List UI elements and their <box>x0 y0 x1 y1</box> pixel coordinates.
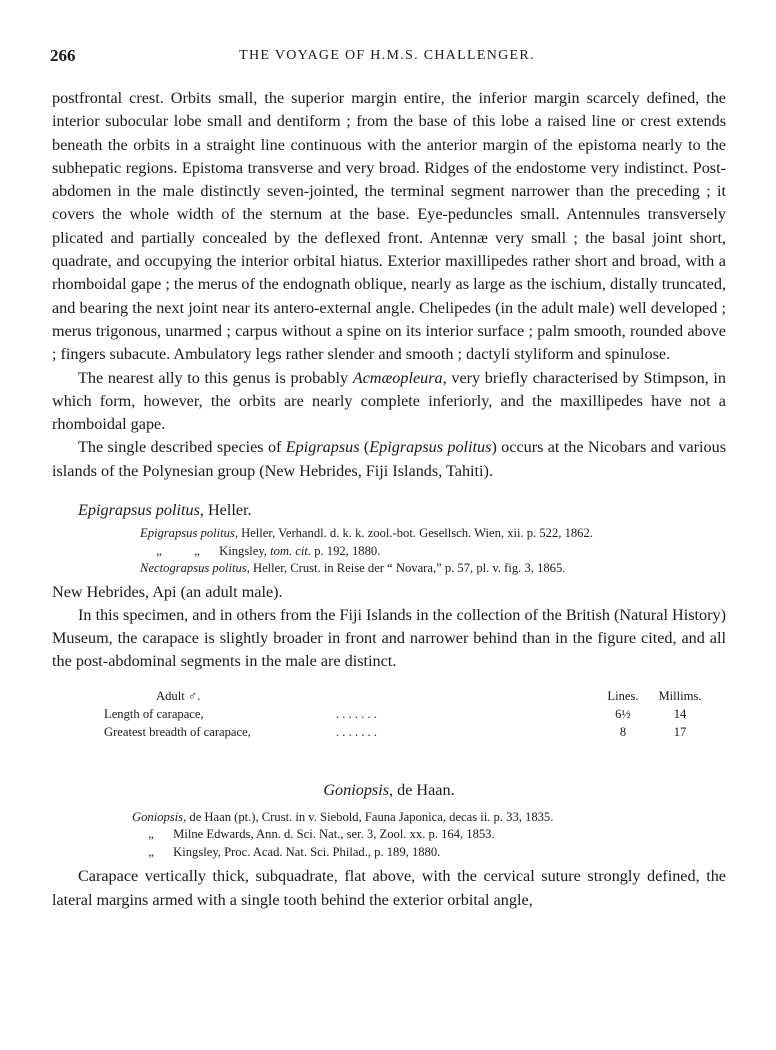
leader-dots: . . . . . . . <box>336 724 377 739</box>
page-header <box>50 46 724 70</box>
species-heading <box>78 498 726 522</box>
text-run: ) occurs at the Nicobars and various islands of the Polynesian group (New Hebrides, Fiji Islands, Tahiti). <box>52 438 727 480</box>
text-run: , very briefly characterised by Stimpson, in which form, however, the orbits are nearly complete inferiorly, and the maxillipedes have not a rhomboidal gape. <box>52 368 727 434</box>
row-lines: 6½ <box>615 706 631 721</box>
body-text <box>52 87 726 912</box>
ref-citation: Kingsley, Proc. Acad. Nat. Sci. Philad., p. 189, 1880. <box>173 844 441 859</box>
running-title: THE VOYAGE OF H.M.S. CHALLENGER. <box>239 48 535 63</box>
ref-taxon: Goniopsis <box>132 809 184 824</box>
table-row <box>104 705 710 723</box>
ref-citation: , de Haan (pt.), Crust. in v. Siebold, Fauna Japonica, decas ii. p. 33, 1835. <box>183 809 554 824</box>
taxon-name: Epigrapsus politus <box>369 438 492 457</box>
ditto-mark: „ <box>148 827 154 842</box>
reference-line <box>132 826 726 844</box>
spacer <box>336 687 596 705</box>
genus-author: , de Haan. <box>389 780 455 799</box>
species-name: Epigrapsus politus <box>78 501 200 520</box>
table-row <box>104 723 710 741</box>
row-millims: 17 <box>673 724 687 739</box>
table-header-row <box>104 687 710 705</box>
row-label: Length of carapace, <box>104 706 204 721</box>
taxon-name: Epigrapsus <box>285 438 360 457</box>
reference-line <box>140 525 726 543</box>
species-references <box>140 525 726 578</box>
col-millims-header: Millims. <box>658 688 702 703</box>
ditto-mark: „ <box>156 543 162 558</box>
taxon-name: Acmæopleura <box>352 368 443 387</box>
reference-line <box>140 560 726 578</box>
row-label: Greatest breadth of carapace, <box>104 724 251 739</box>
text-run: The single described species of <box>78 438 286 457</box>
adult-male-label: Adult ♂. <box>156 688 201 703</box>
species-author: , Heller. <box>199 501 252 520</box>
col-lines-header: Lines. <box>607 688 639 703</box>
reference-line <box>132 809 726 827</box>
locality-line: New Hebrides, Api (an adult male). <box>52 582 283 601</box>
paragraph-species-distribution <box>52 436 726 483</box>
ref-citation: Milne Edwards, Ann. d. Sci. Nat., ser. 3, Zool. xx. p. 164, 1853. <box>173 827 495 842</box>
ref-citation: Kingsley, <box>219 543 271 558</box>
paragraph-goniopsis-description: Carapace vertically thick, subquadrate, flat above, with the cervical suture strongly defined, the lateral margins armed with a single tooth behind the exterior orbital angle, <box>52 867 726 909</box>
measurements-table <box>104 687 710 741</box>
paragraph-specimen-notes: In this specimen, and in others from the Fiji Islands in the collection of the British (Natural History) Museum, the carapace is slightly broader in front and narrower behind than in the figure cited, and all the post-abdominal segments in the male are distinct. <box>52 605 726 671</box>
paragraph-nearest-ally <box>52 367 726 437</box>
row-lines: 8 <box>619 724 627 739</box>
row-millims: 14 <box>673 706 687 721</box>
ref-citation: , Heller, Verhandl. d. k. k. zool.-bot. Gesellsch. Wien, xii. p. 522, 1862. <box>234 526 593 541</box>
ref-taxon: Epigrapsus politus <box>140 526 235 541</box>
text-run: The nearest ally to this genus is probably <box>78 368 353 387</box>
ref-abbrev: tom. cit. <box>270 543 312 558</box>
genus-references <box>132 809 726 862</box>
text-run: ( <box>359 438 370 457</box>
ref-taxon: Nectograpsus politus <box>140 561 247 576</box>
genus-name: Goniopsis <box>323 780 390 799</box>
genus-heading <box>52 779 726 801</box>
paragraph-genus-description: postfrontal crest. Orbits small, the superior margin entire, the inferior margin scarcely defined, the interior subocular lobe small and dentiform ; from the base of this lobe a raised line or crest extends beneath the orbits in a straight line continuous with the anterior margin of the epistoma nearly to the subhepatic regions. Epistoma transverse and very broad. Ridges of the endostome very indistinct. Post-abdomen in the male distinctly seven-jointed, the terminal segment narrower than the preceding ; it covers the whole width of the sternum at the base. Eye-peduncles small. Antennules transversely plicated and partially concealed by the deflexed front. Antennæ very small ; the basal joint short, quadrate, and occupying the interior orbital hiatus. Exterior maxillipedes rather short and broad, with a rhomboidal gape ; the merus of the endognath oblique, nearly as large as the ischium, distally truncated, and bearing the next joint near its antero-external angle. Chelipedes (in the adult male) well developed ; merus trigonous, unarmed ; carpus without a spine on its interior surface ; palm smooth, rounded above ; fingers subacute. Ambulatory legs rather slender and smooth ; dactyli styliform and spinulose. <box>52 89 726 364</box>
ditto-mark: „ <box>148 844 154 859</box>
leader-dots: . . . . . . . <box>336 706 377 721</box>
ditto-mark: „ <box>194 543 200 558</box>
ref-citation: , Heller, Crust. in Reise der “ Novara,” p. 57, pl. v. fig. 3, 1865. <box>246 561 566 576</box>
reference-line <box>132 844 726 862</box>
page-number: 266 <box>50 46 76 65</box>
ref-citation: p. 192, 1880. <box>311 543 381 558</box>
reference-line <box>140 543 726 561</box>
